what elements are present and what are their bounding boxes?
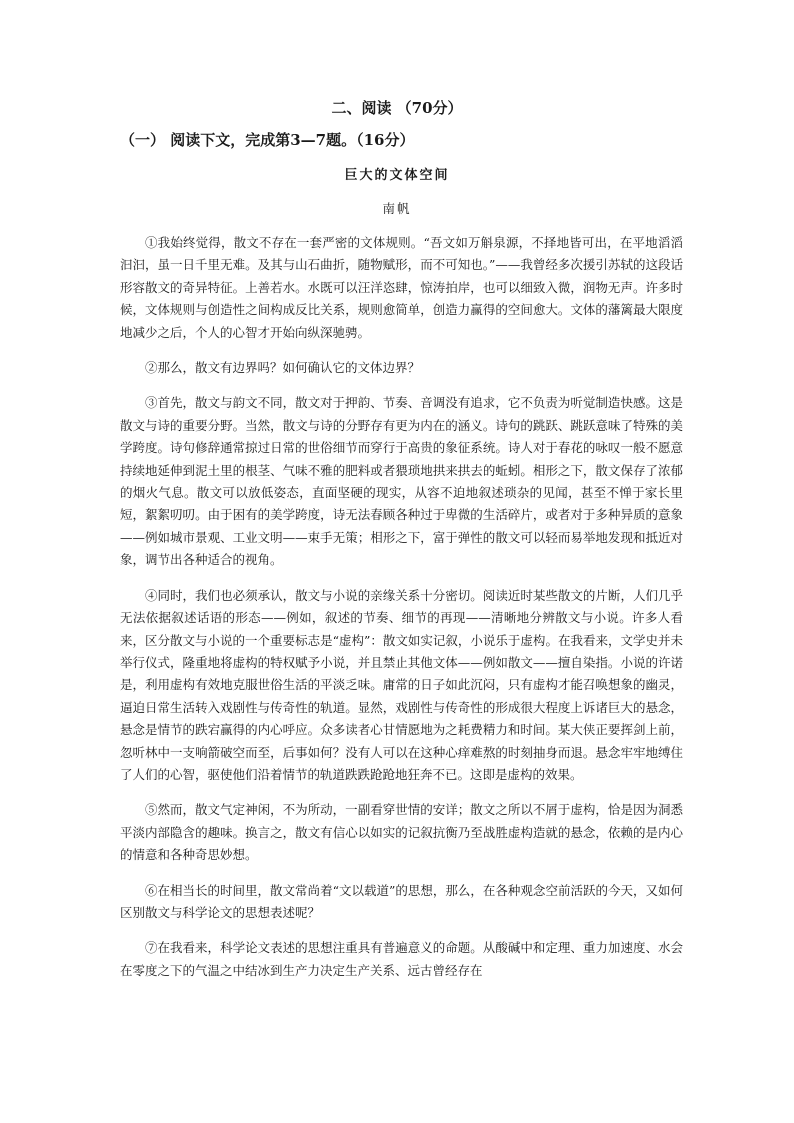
article-body — [120, 232, 683, 995]
paragraph-1: ①我始终觉得，散文不存在一套严密的文体规则。“吾文如万斛泉源，不择地皆可出，在平地滔滔汩汩，虽一日千里无难。及其与山石曲折，随物赋形，而不可知也。”——我曾经多次援引苏轼的这段话形容散文的奇异特征。上善若水。水既可以汪洋恣肆，惊涛拍岸，也可以细致入微，润物无声。许多时候，文体规则与创造性之间构成反比关系，规则愈简单，创造力赢得的空间愈大。文体的藩篱最大限度地减少之后，个人的心智才开始向纵深驰骋。 — [120, 235, 683, 340]
section-title: 二、阅读 （70分） — [331, 99, 463, 117]
paragraph-3: ③首先，散文与韵文不同，散文对于押韵、节奏、音调没有追求，它不负责为听觉制造快感。这是散文与诗的重要分野。当然，散文与诗的分野存有更为内在的涵义。诗句的跳跃、跳跃意味了特殊的美学跨度。诗句修辞通常掠过日常的世俗细节而穿行于高贵的象征系统。诗人对于春花的咏叹一般不愿意持续地延伸到泥土里的根茎、气味不雅的肥料或者猥琐地拱来拱去的蚯蚓。相形之下，散文保存了浓郁的烟火气息。散文可以放低姿态，直面坚硬的现实，从容不迫地叙述琐杂的见闻，甚至不惮于家长里短，絮絮叨叨。由于困有的美学跨度，诗无法春顾各种过于卑微的生活碎片，或者对于多种异质的意象——例如城市景观、工业文明——束手无策；相形之下，富于弹性的散文可以轻而易举地发现和抵近对象，调节出各种适合的视角。 — [120, 395, 683, 568]
part-title: （一） 阅读下文，完成第3—7题。（16分） — [120, 131, 415, 149]
paragraph-7: ⑦在我看来，科学论文表述的思想注重具有普遍意义的命题。从酸碱中和定理、重力加速度、水会在零度之下的气温之中结冰到生产力决定生产关系、远古曾经存在 — [120, 940, 683, 978]
paragraph-5: ⑤然而，散文气定神闲，不为所动，一副看穿世情的安详；散文之所以不屑于虚构，恰是因为洞悉平淡内部隐含的趣味。换言之，散文有信心以如实的记叙抗衡乃至战胜虚构造就的悬念，依赖的是内心的情意和各种奇思妙想。 — [120, 802, 683, 863]
paragraph-4: ④同时，我们也必须承认，散文与小说的亲缘关系十分密切。阅读近时某些散文的片断，人们几乎无法依据叙述话语的形态——例如，叙述的节奏、细节的再现——清晰地分辨散文与小说。许多人看来，区分散文与小说的一个重要标志是“虚构”：散文如实记叙，小说乐于虚构。在我看来，文学史并未举行仪式，隆重地将虚构的特权赋予小说，并且禁止其他文体——例如散文——擅自染指。小说的许诺是，利用虚构有效地克服世俗生活的平淡乏味。庸常的日子如此沉闷，只有虚构才能召唤想象的幽灵，逼迫日常生活转入戏剧性与传奇性的轨道。显然，戏剧性与传奇性的形成很大程度上诉诸巨大的悬念，悬念是情节的跌宕赢得的内心呼应。众多读者心甘情愿地为之耗费精力和时间。某大侠正要挥剑上前，忽听林中一支响箭破空而至，后事如何？没有人可以在这种心痒难熬的时刻抽身而退。悬念牢牢地缚住了人们的心智，驱使他们沿着情节的轨道跌跌跄跄地狂奔不已。这即是虚构的效果。 — [120, 587, 683, 782]
paragraph-2: ②那么，散文有边界吗？如何确认它的文体边界？ — [145, 360, 421, 376]
article-title: 巨大的文体空间 — [344, 168, 450, 183]
article-author: 南帆 — [382, 201, 412, 216]
paragraph-6: ⑥在相当长的时间里，散文常尚着“文以载道”的思想，那么，在各种观念空前活跃的今天，又如何区别散文与科学论文的思想表述呢？ — [120, 882, 683, 920]
